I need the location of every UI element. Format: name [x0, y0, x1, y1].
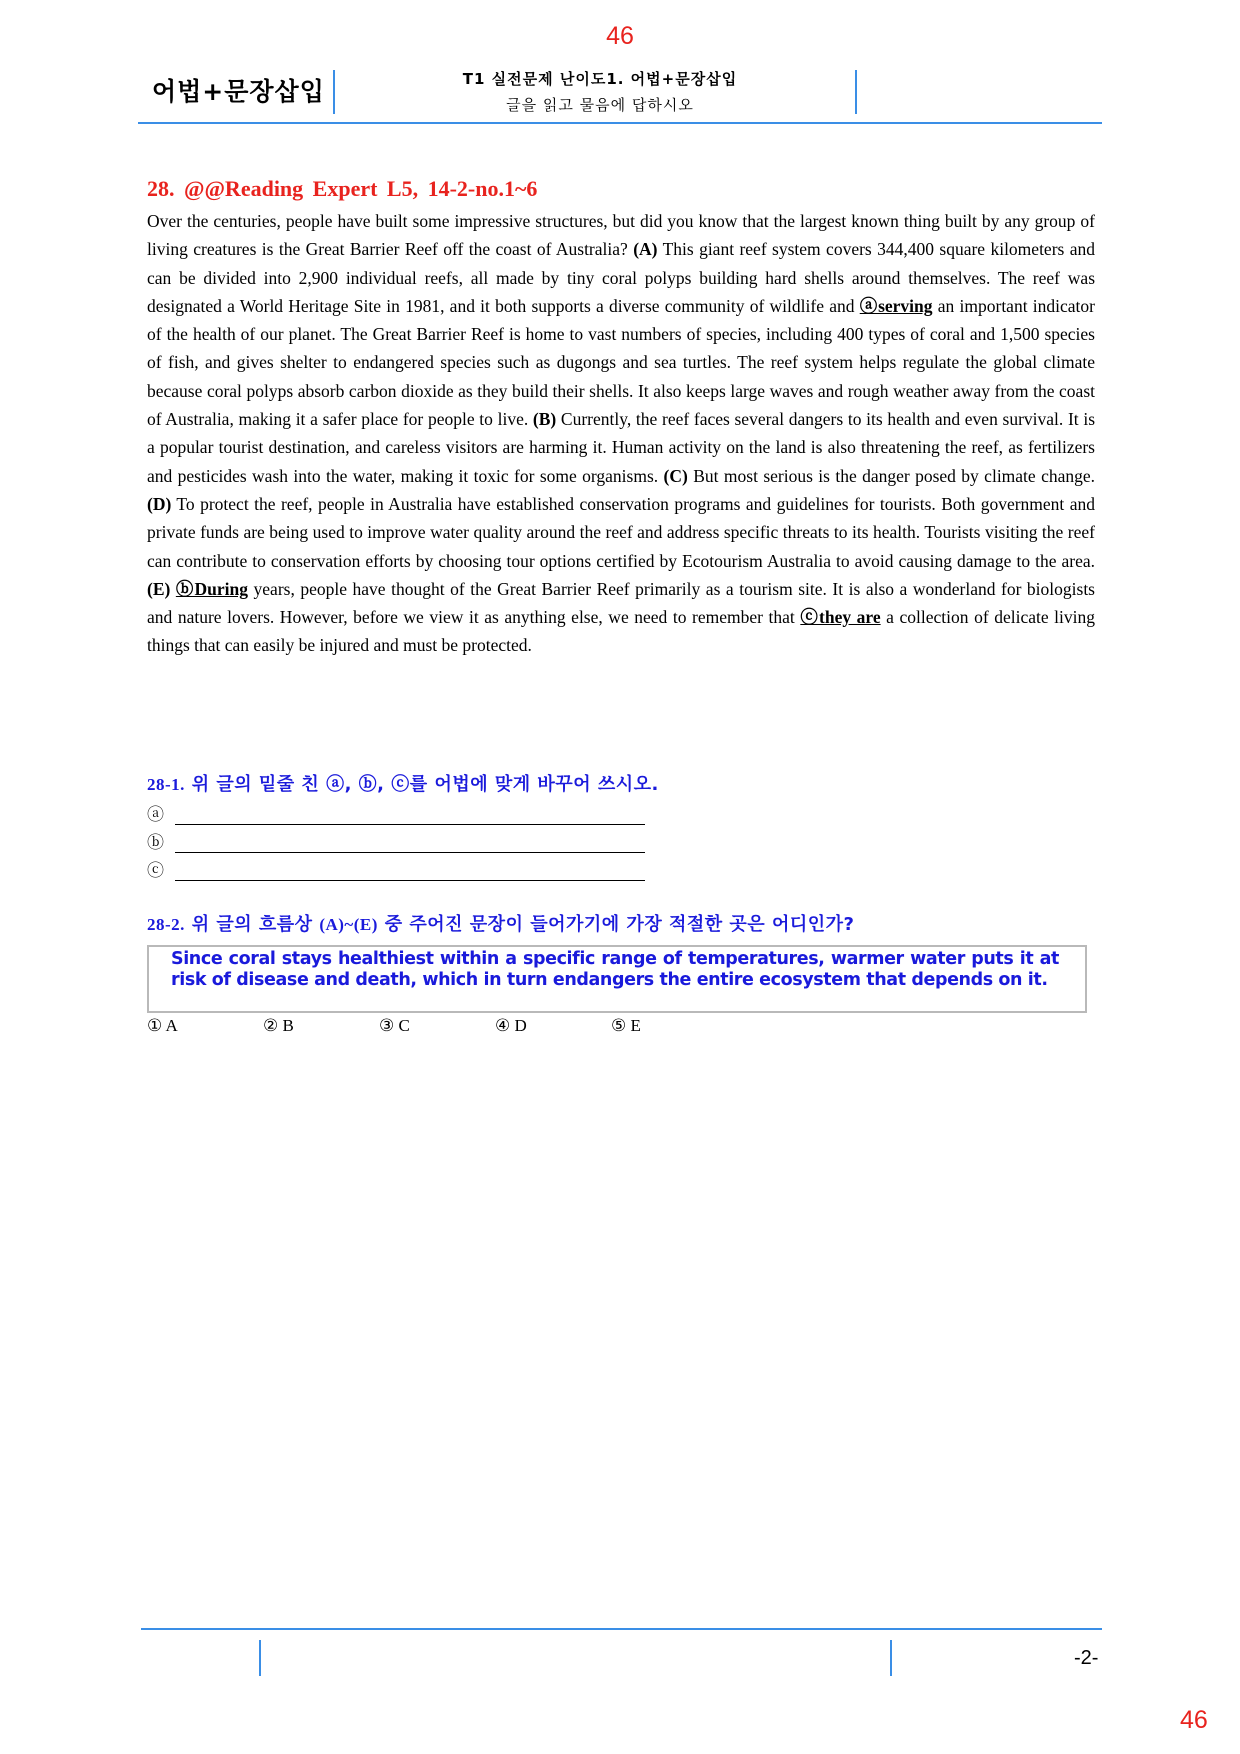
header-rule — [138, 122, 1102, 124]
answer-blank-b[interactable] — [175, 834, 645, 853]
footer-divider-right — [890, 1640, 892, 1676]
passage-text: years, people have thought of the Great Barrier Reef primarily as a tourism site. It is also a wonderland for biologists and nature lovers. However, before we view it as anything else, we need to remember that — [147, 578, 1095, 628]
passage-text: To protect the reef, people in Australia have established conservation programs and guidelines for tourists. Both government and private funds are being used to improve water quality around the reef and address specific threats to its health. Tourists visiting the reef can contribute to conservation efforts by choosing tour options certified by Ecotourism Australia to avoid causing damage to the area. — [147, 493, 1095, 571]
passage-text: a collection of delicate living things that can easily be injured and must be protected. — [147, 607, 1095, 656]
header-divider-left — [333, 70, 335, 114]
passage-text: But most serious is the danger posed by climate change. — [687, 465, 1095, 486]
reading-passage — [147, 207, 1095, 660]
subquestion-range: (A)~(E) — [319, 915, 378, 934]
choice-4[interactable]: ④ D — [495, 1016, 527, 1035]
subquestion-number: 28-1. — [147, 775, 185, 794]
footer-rule — [141, 1628, 1102, 1630]
insertion-mark-a: (A) — [633, 239, 658, 260]
header-divider-right — [855, 70, 857, 114]
choice-5[interactable]: ⑤ E — [611, 1016, 641, 1035]
passage-text: Over the centuries, people have built some impressive structures, but did you know that the largest known thing built by any group of living creatures is the Great Barrier Reef off the coast of Australia? — [147, 211, 1095, 260]
answer-marker-b: ⓑ — [147, 833, 164, 852]
insertion-mark-b: (B) — [532, 409, 557, 430]
header-line-1: T1 실전문제 난이도1. 어법+문장삽입 — [462, 70, 738, 88]
subquestion-text: 위 글의 흐름상 — [184, 914, 320, 935]
answer-line-a[interactable] — [147, 800, 645, 825]
subquestion-text: 위 글의 밑줄 친 ⓐ, ⓑ, ⓒ를 어법에 맞게 바꾸어 쓰시오. — [184, 774, 659, 795]
page-number-top: 46 — [606, 22, 634, 50]
passage-text: Currently, the reef faces several dangers to its health and even survival. It is a popular tourist destination, and careless visitors are harming it. Human activity on the land is also threatening the reef, as fertilizers and pesticides wash into the water, making it toxic for some organisms. — [147, 409, 1096, 486]
passage-text: This giant reef system covers 344,400 square kilometers and can be divided into 2,900 individual reefs, all made by tiny coral polyps building hard shells around themselves. The reef was designated a World Heritage Site in 1981, and it both supports a diverse community of wildlife and — [147, 239, 1095, 316]
footer-page-marker: -2- — [1074, 1647, 1099, 1669]
underlined-item-c: ⓒthey are — [800, 607, 881, 628]
insertion-mark-c: (C) — [663, 465, 688, 486]
page-number-bottom: 46 — [1180, 1706, 1208, 1734]
choice-2[interactable]: ② B — [263, 1016, 294, 1035]
underlined-item-b: ⓑDuring — [175, 578, 248, 599]
answer-blank-a[interactable] — [175, 806, 645, 825]
given-sentence-box — [147, 945, 1087, 1013]
answer-marker-a: ⓐ — [147, 805, 164, 824]
choice-3[interactable]: ③ C — [379, 1016, 410, 1035]
answer-line-c[interactable] — [147, 856, 645, 881]
answer-blank-c[interactable] — [175, 862, 645, 881]
underlined-item-a: ⓐserving — [859, 295, 933, 316]
insertion-mark-d: (D) — [147, 493, 172, 514]
subquestion-number: 28-2. — [147, 915, 185, 934]
question-title: 28. @@Reading Expert L5, 14-2-no.1~6 — [147, 176, 538, 201]
header-line-2: 글을 읽고 물음에 답하시오 — [506, 96, 694, 114]
insertion-mark-e: (E) — [147, 578, 171, 599]
answer-line-b[interactable] — [147, 828, 645, 853]
subquestion-28-2 — [147, 910, 854, 936]
answer-marker-c: ⓒ — [147, 861, 164, 880]
given-sentence: Since coral stays healthiest within a specific range of temperatures, warmer water puts it at risk of disease and death, which in turn endangers the entire ecosystem that depends on it. — [171, 949, 1059, 990]
header-title: 어법+문장삽입 — [152, 77, 325, 106]
subquestion-28-1 — [147, 770, 659, 796]
footer-divider-left — [259, 1640, 261, 1676]
subquestion-text: 중 주어진 문장이 들어가기에 가장 적절한 곳은 어디인가? — [377, 914, 855, 935]
passage-text: an important indicator of the health of our planet. The Great Barrier Reef is home to vast numbers of species, including 400 types of coral and 1,500 species of fish, and gives shelter to endangered species such as dugongs and sea turtles. The reef system helps regulate the global climate because coral polyps absorb carbon dioxide as they build their shells. It also keeps large waves and rough weather away from the coast of Australia, making it a safer place for people to live. — [147, 295, 1095, 430]
choice-1[interactable]: ① A — [147, 1016, 178, 1035]
header-instructions — [340, 66, 860, 118]
